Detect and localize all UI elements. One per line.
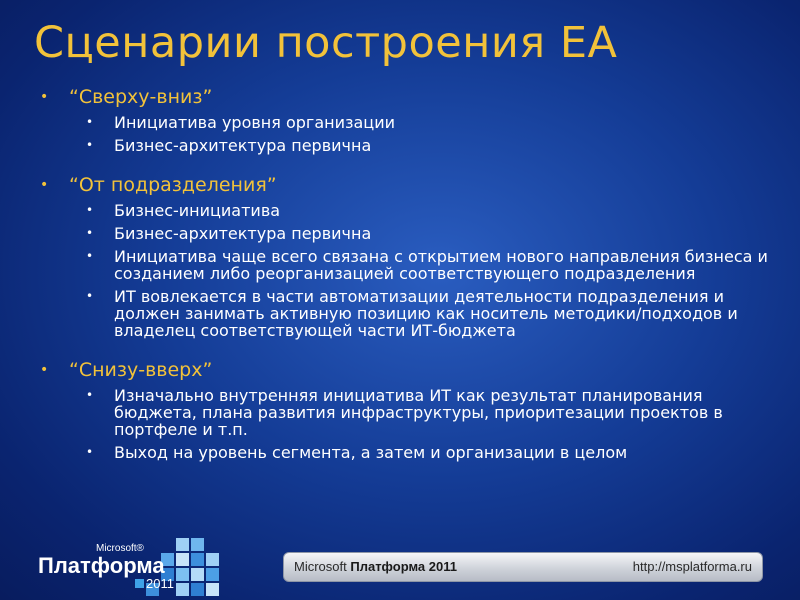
bullet-icon: • [40,89,49,105]
list-item [40,202,780,219]
logo-tile [206,553,219,566]
list-item [40,137,780,154]
bullet-icon: • [86,203,94,217]
logo-tile [176,583,189,596]
section-heading-text: “Сверху-вниз” [69,86,213,108]
list-item-text: Выход на уровень сегмента, а затем и организации в целом [114,443,628,462]
footer-bar [283,552,763,582]
logo-tile [191,553,204,566]
logo-microsoft-text: Microsoft® [96,543,144,554]
bullet-icon: • [40,177,49,193]
logo-year-marker [135,579,144,588]
bullet-icon: • [86,138,94,152]
list-item [40,225,780,242]
bullet-icon: • [86,445,94,459]
list-item-text: Инициатива уровня организации [114,113,395,132]
slide-content [40,86,780,467]
bullet-icon: • [86,388,94,402]
list-item-text: Изначально внутренняя инициатива ИТ как результат планирования бюджета, плана развития инфраструктуры, приоритезации проектов в портфеле и т.п. [114,386,723,439]
bullet-icon: • [40,362,49,378]
footer-microsoft-text: Microsoft [294,559,347,574]
logo-tile [191,538,204,551]
logo-name-text: Платформа [38,553,165,578]
bullet-icon: • [86,226,94,240]
list-item-text: Бизнес-инициатива [114,201,281,220]
footer-event-name [294,559,457,574]
bullet-icon: • [86,115,94,129]
logo-year-text: 2011 [146,576,174,591]
bullet-icon: • [86,249,94,263]
section-heading [40,174,780,196]
list-item-text: Инициатива чаще всего связана с открытием нового направления бизнеса и созданием либо реорганизацией соответствующего подразделения [114,247,768,283]
logo-tile [191,583,204,596]
logo-tile [176,538,189,551]
platforma-logo [18,538,228,598]
logo-tile [176,553,189,566]
list-item-text: ИТ вовлекается в части автоматизации деятельности подразделения и должен занимать активную позицию как носитель методики/подходов и владелец соответствующей части ИТ-бюджета [114,287,738,340]
list-item [40,248,780,282]
list-item [40,288,780,339]
list-item [40,444,780,461]
logo-tile [206,568,219,581]
slide-title: Сценарии построения ЕА [34,18,618,68]
section-heading-text: “Снизу-вверх” [69,359,213,381]
list-item-text: Бизнес-архитектура первична [114,136,372,155]
list-item-text: Бизнес-архитектура первична [114,224,372,243]
section-heading [40,359,780,381]
footer-event-bold: Платформа 2011 [350,559,457,574]
list-item [40,387,780,438]
logo-tile [176,568,189,581]
list-item [40,114,780,131]
bullet-icon: • [86,289,94,303]
logo-tile [191,568,204,581]
logo-tile [206,583,219,596]
section-heading [40,86,780,108]
footer-url[interactable]: http://msplatforma.ru [632,559,752,574]
section-heading-text: “От подразделения” [69,174,277,196]
